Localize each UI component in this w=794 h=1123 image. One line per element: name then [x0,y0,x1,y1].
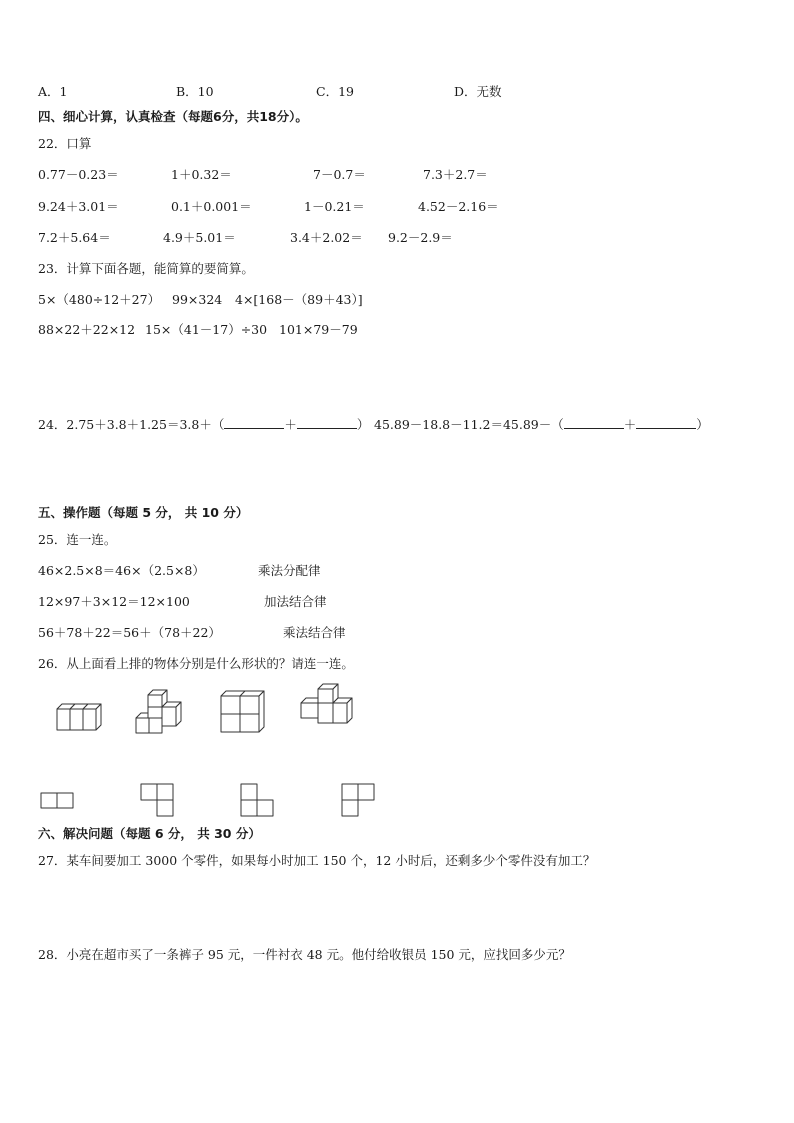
q22-item: 0.1＋0.001＝ [171,199,252,214]
cube-solid-3[interactable] [221,689,269,735]
section-4-header: 四、细心计算，认真检查（每题6分，共18分）。 [38,109,308,124]
section-6-header: 六、解决问题（每题 6 分， 共 30 分） [38,826,261,841]
q22-item: 4.9＋5.01＝ [163,230,236,245]
section-5-header: 五、操作题（每题 5 分， 共 10 分） [38,505,249,520]
q23-title: 23．计算下面各题，能简算的要简算。 [38,261,254,276]
q25-law: 乘法结合律 [283,625,346,640]
q23-expression: 4×[168－（89＋43）] [235,292,363,307]
q22-item: 9.24＋3.01＝ [38,199,119,214]
answer-blank[interactable] [297,417,357,429]
q22-item: 7.2＋5.64＝ [38,230,111,245]
q22-item: 9.2－2.9＝ [388,230,453,245]
q27-text: 27．某车间要加工 3000 个零件，如果每小时加工 150 个，12 小时后，还剩多少个零件没有加工？ [38,853,596,868]
close-paren: ） [356,417,370,432]
plus-sign: ＋ [284,417,297,432]
q22-item: 1－0.21＝ [304,199,365,214]
q23-expression: 88×22＋22×12 [38,322,136,337]
q28-text: 28．小亮在超市买了一条裤子 95 元，一件衬衣 48 元。他付给收银员 150 元，应找回多少元？ [38,947,571,962]
q25-law: 加法结合律 [264,594,327,609]
q25-equation: 56＋78＋22＝56＋（78＋22） [38,625,221,640]
answer-blank[interactable] [564,417,624,429]
q22-item: 7－0.7＝ [313,167,366,182]
cube-solid-1[interactable] [57,698,103,734]
q25-title: 25．连一连。 [38,532,117,547]
q23-expression: 15×（41－17）÷30 [145,322,268,337]
answer-blank[interactable] [224,417,284,429]
q22-item: 1＋0.32＝ [171,167,232,182]
option-d: D．无数 [454,84,502,99]
q23-expression: 101×79－79 [279,322,358,337]
q22-item: 3.4＋2.02＝ [290,230,363,245]
option-c: C．19 [316,84,354,99]
q24-part2-prefix: 45.89－18.8－11.2＝45.89－（ [374,417,564,432]
q22-item: 0.77－0.23＝ [38,167,119,182]
q26-title: 26．从上面看上排的物体分别是什么形状的？请连一连。 [38,656,354,671]
option-a: A．1 [38,84,68,99]
q23-expression: 5×（480÷12＋27） [38,292,161,307]
answer-blank[interactable] [636,417,696,429]
cube-solid-2[interactable] [136,686,188,736]
close-paren: ） [696,417,709,432]
plus-sign: ＋ [623,417,637,432]
q25-equation: 46×2.5×8＝46×（2.5×8） [38,563,205,578]
q25-equation: 12×97＋3×12＝12×100 [38,594,190,609]
q22-item: 7.3＋2.7＝ [423,167,488,182]
q22-item: 4.52－2.16＝ [418,199,499,214]
top-view-1[interactable] [40,791,76,811]
q22-title: 22．口算 [38,136,92,151]
top-view-4[interactable] [341,783,377,819]
q24-part1-prefix: 24．2.75＋3.8＋1.25＝3.8＋（ [38,417,225,432]
cube-solid-4[interactable] [300,682,356,734]
q24-part1 [38,417,369,433]
option-b: B．10 [176,84,214,99]
q23-expression: 99×324 [172,292,223,307]
top-view-2[interactable] [140,783,176,819]
q24-part2 [374,417,709,433]
top-view-3[interactable] [240,783,276,819]
q25-law: 乘法分配律 [258,563,321,578]
